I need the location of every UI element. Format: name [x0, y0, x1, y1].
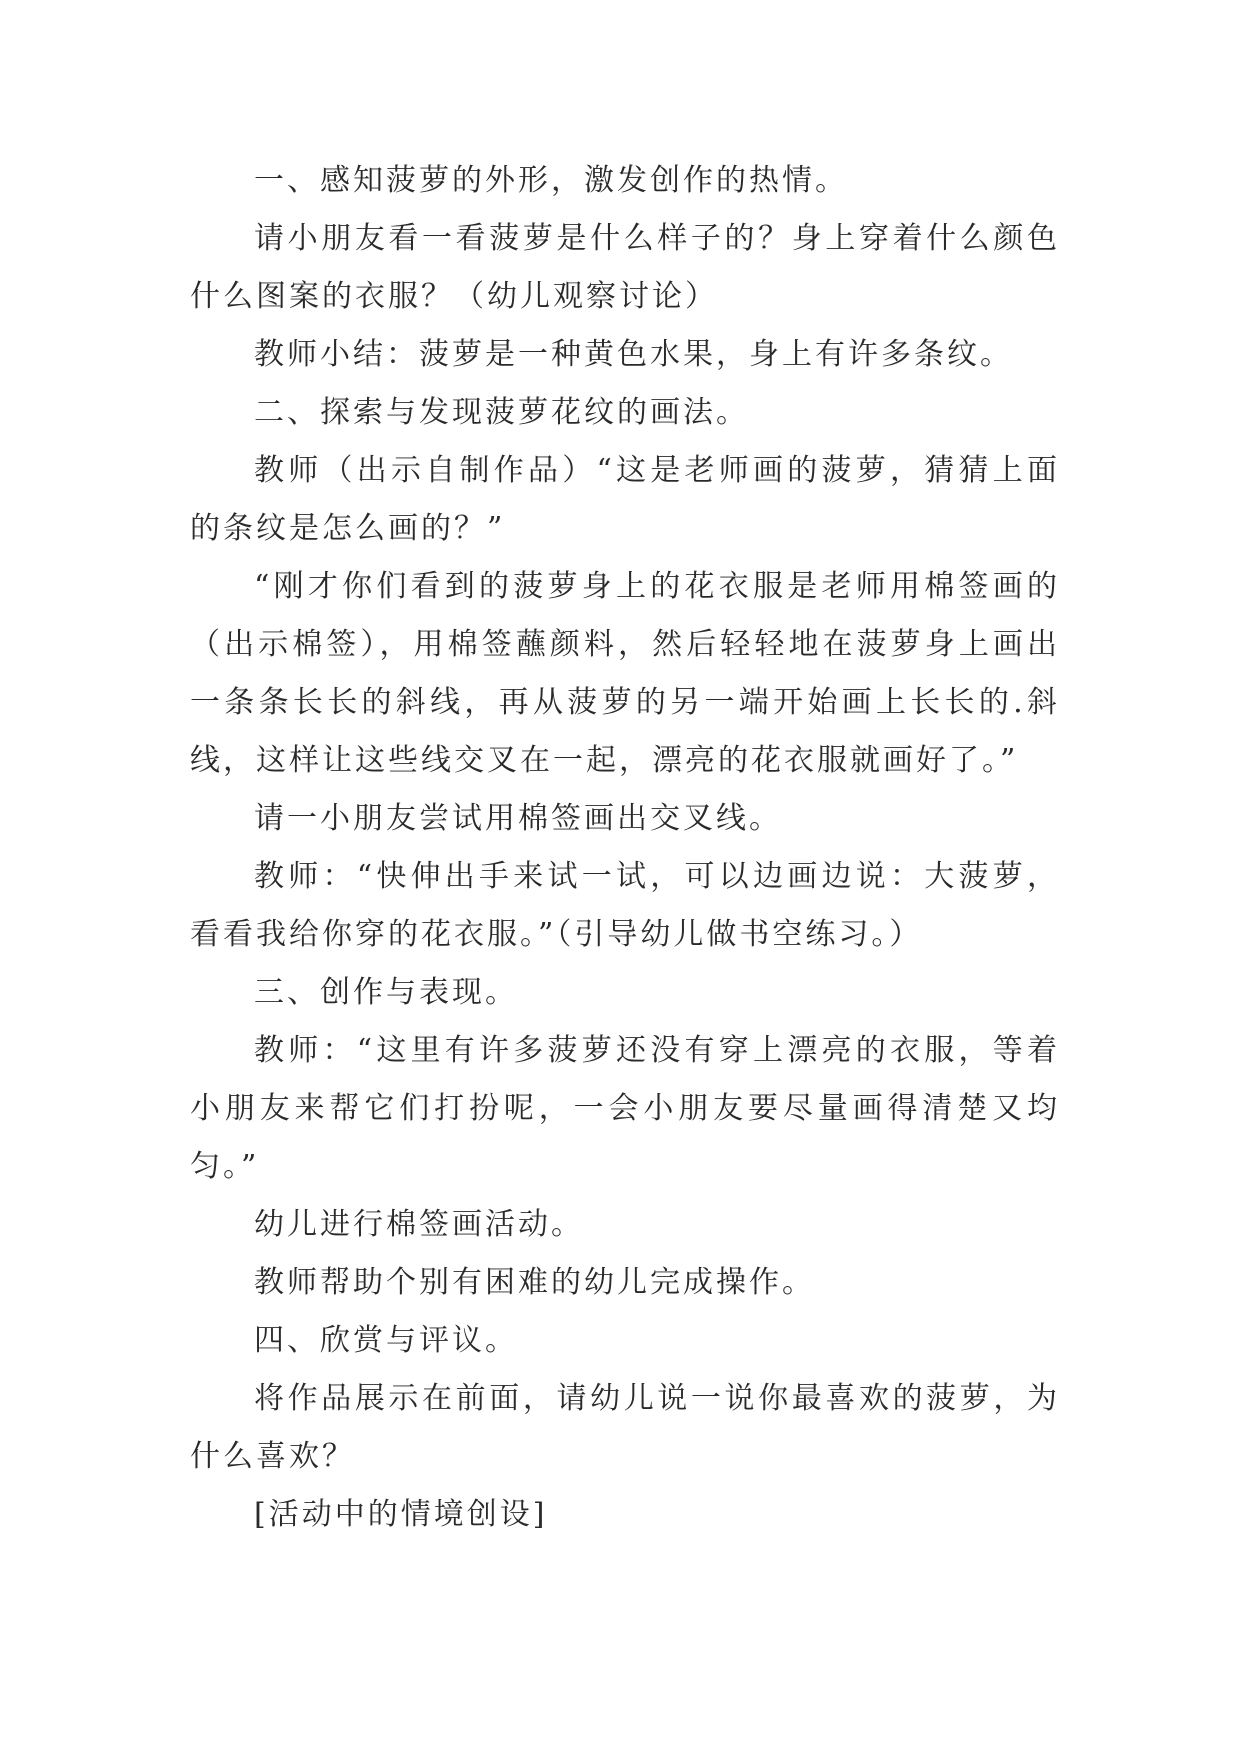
section-heading-scenario: [活动中的情境创设]	[254, 1497, 548, 1532]
paragraph-teacher-summary: 教师小结：菠萝是一种黄色水果，身上有许多条纹。	[254, 337, 1013, 372]
paragraph-teacher-invite: 教师：“这里有许多菠萝还没有穿上漂亮的衣服，等着小朋友来帮它们打扮呢，一会小朋友要尽量画得清楚又均匀。”	[190, 1033, 1060, 1184]
paragraph-teacher-show-work: 教师（出示自制作品）“这是老师画的菠萝，猜猜上面的条纹是怎么画的？”	[190, 453, 1060, 546]
paragraph-display-works: 将作品展示在前面，请幼儿说一说你最喜欢的菠萝，为什么喜欢？	[190, 1381, 1060, 1474]
section-heading-1: 一、感知菠萝的外形，激发创作的热情。	[254, 163, 848, 198]
paragraph-activity: 幼儿进行棉签画活动。	[254, 1207, 584, 1242]
paragraph-teacher-help: 教师帮助个别有困难的幼儿完成操作。	[254, 1265, 815, 1300]
section-heading-4: 四、欣赏与评议。	[254, 1323, 518, 1358]
paragraph-child-try: 请一小朋友尝试用棉签画出交叉线。	[254, 801, 782, 836]
section-heading-3: 三、创作与表现。	[254, 975, 518, 1010]
document-body	[190, 152, 1060, 1544]
paragraph-question: 请小朋友看一看菠萝是什么样子的？身上穿着什么颜色什么图案的衣服？（幼儿观察讨论）	[190, 221, 1060, 314]
paragraph-cotton-swab-method: “刚才你们看到的菠萝身上的花衣服是老师用棉签画的（出示棉签），用棉签蘸颜料，然后轻轻地在菠萝身上画出一条条长长的斜线，再从菠萝的另一端开始画上长长的.斜线，这样让这些线交叉在一起，漂亮的花衣服就画好了。”	[190, 569, 1060, 778]
section-heading-2: 二、探索与发现菠萝花纹的画法。	[254, 395, 749, 430]
paragraph-air-practice: 教师：“快伸出手来试一试，可以边画边说：大菠萝，看看我给你穿的花衣服。”（引导幼儿做书空练习。）	[190, 859, 1060, 952]
